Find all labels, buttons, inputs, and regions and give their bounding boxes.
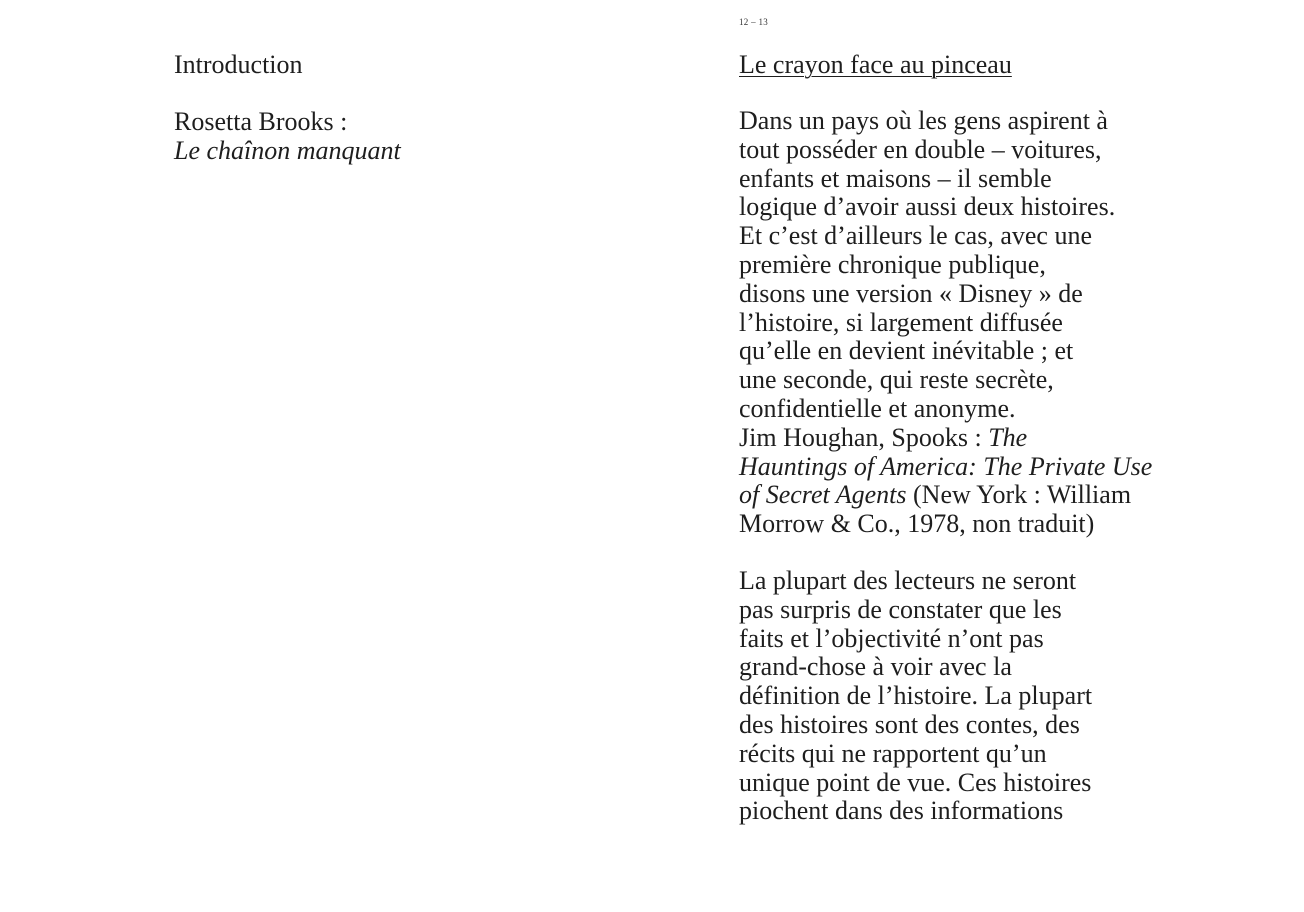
author-name: Rosetta Brooks :	[174, 107, 348, 136]
section-label: Introduction	[174, 50, 303, 79]
epigraph: Dans un pays où les gens aspirent à tout posséder en double – voitures, enfants et maisons – il semble logique d’avoir aussi deux histoires. Et c’est d’ailleurs le cas, avec une première chronique publique, disons une version « Disney » de l’histoire, si largement diffusée qu’elle en devient inévitable ; et une seconde, qui reste secrète, confidentielle et anonyme.	[739, 106, 1116, 423]
essay-title: Le chaînon manquant	[174, 136, 401, 165]
page-number: 12 – 13	[739, 17, 769, 27]
source-author: Jim Houghan, Spooks :	[739, 422, 989, 452]
right-page	[739, 50, 1159, 826]
source-publisher: (New York : William Morrow & Co., 1978, non traduit)	[739, 480, 1132, 539]
chapter-title: Le crayon face au pinceau	[739, 50, 1012, 79]
left-page	[174, 50, 594, 165]
source-title: The Hauntings of America: The Private Use of Secret Agents	[739, 422, 1153, 510]
epigraph-source	[739, 424, 1159, 539]
body-paragraph: La plupart des lecteurs ne seront pas surpris de constater que les faits et l’objectivité n’ont pas grand-chose à voir avec la définition de l’histoire. La plupart des histoires sont des contes, des récits qui ne rapportent qu’un unique point de vue. Ces histoires piochent dans des informations	[739, 565, 1093, 826]
